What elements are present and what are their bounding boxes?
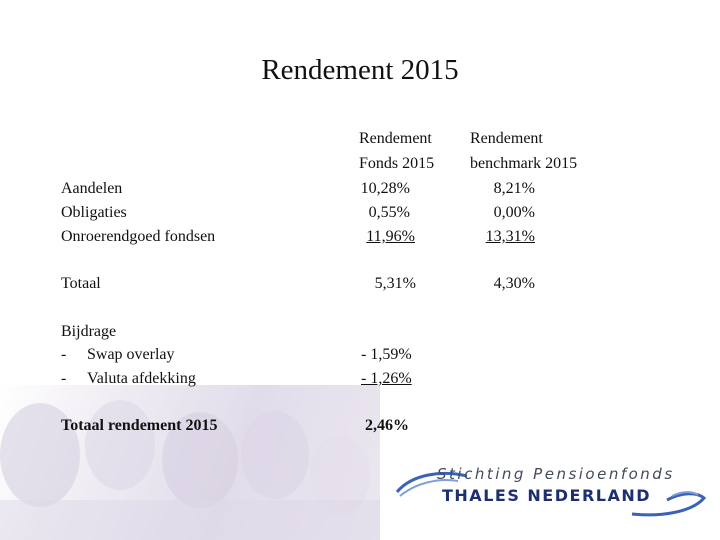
contribution-label: Bijdrage	[61, 323, 117, 340]
row-fund-value: 0,55%	[368, 204, 410, 221]
row-bench-value: 13,31%	[485, 228, 535, 245]
logo-text-line2: THALES NEDERLAND	[442, 486, 652, 505]
contribution-item	[61, 343, 175, 367]
header-fund-line2: Fonds 2015	[359, 155, 435, 172]
contribution-item	[61, 367, 196, 391]
row-bench-value: 8,21%	[493, 180, 535, 197]
slide-title: Rendement 2015	[261, 54, 459, 86]
row-label: Onroerendgoed fondsen	[61, 228, 216, 245]
total-bench-value: 4,30%	[493, 275, 535, 292]
contribution-item-value: - 1,26%	[361, 370, 412, 387]
row-label: Obligaties	[61, 204, 127, 221]
row-fund-value: 11,96%	[366, 228, 415, 245]
bullet-dash: -	[61, 346, 67, 363]
header-bench-line1: Rendement	[470, 130, 543, 147]
header-bench-line2: benchmark 2015	[470, 155, 578, 172]
contribution-item-value: - 1,59%	[361, 346, 412, 363]
pension-fund-logo	[392, 462, 712, 522]
bullet-dash: -	[61, 370, 67, 387]
header-fund-line1: Rendement	[359, 130, 432, 147]
grand-total-value: 2,46%	[365, 417, 409, 434]
logo-text-line1: Stichting Pensioenfonds	[437, 465, 675, 483]
row-label: Aandelen	[61, 180, 123, 197]
row-fund-value: 10,28%	[360, 180, 410, 197]
background-photo	[0, 385, 380, 540]
row-bench-value: 0,00%	[493, 204, 535, 221]
contribution-item-label: Valuta afdekking	[87, 370, 196, 387]
contribution-item-label: Swap overlay	[87, 346, 175, 363]
grand-total-label: Totaal rendement 2015	[61, 417, 218, 434]
total-fund-value: 5,31%	[374, 275, 416, 292]
total-label: Totaal	[61, 275, 101, 292]
